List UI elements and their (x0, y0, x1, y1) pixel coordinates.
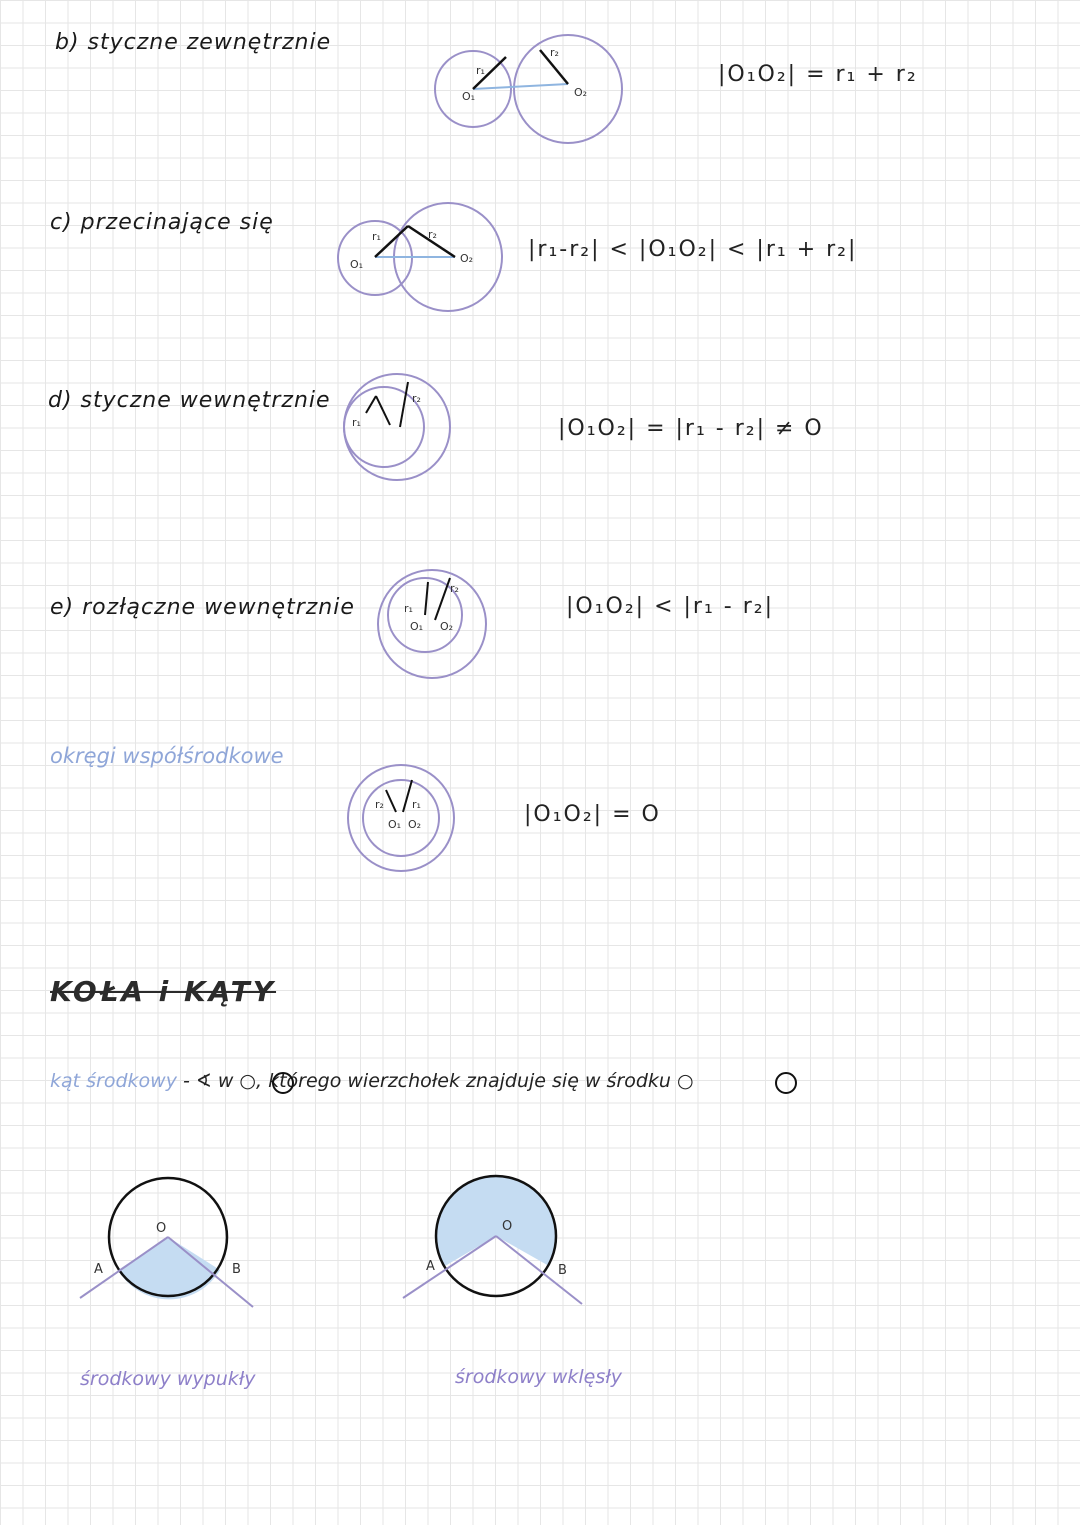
circle-symbol (273, 1073, 293, 1093)
radius-r1 (425, 582, 428, 615)
label-o2: O₂ (460, 252, 474, 265)
label-o1: O₁ (388, 818, 402, 831)
label-r1: r₁ (352, 416, 361, 429)
formula-d: |O₁O₂| = |r₁ - r₂| ≠ O (558, 416, 824, 441)
radius-r1-a (366, 396, 376, 413)
heading-concentric: okręgi współśrodkowe (50, 744, 284, 768)
radius-r2 (400, 382, 408, 427)
label-r1: r₁ (404, 602, 413, 615)
sector-concave (437, 1176, 557, 1266)
figure-externally-tangent (435, 35, 622, 143)
center-line (473, 84, 568, 89)
heading-b: b) styczne zewnętrznie (55, 30, 332, 55)
radius-r1 (403, 780, 412, 812)
figure-concave-central-angle (403, 1176, 582, 1304)
label-o2: O₂ (440, 620, 454, 633)
heading-c: c) przecinające się (50, 210, 274, 235)
label-r1: r₁ (412, 798, 421, 811)
formula-e: |O₁O₂| < |r₁ - r₂| (566, 594, 774, 619)
label-o1: O₁ (462, 90, 476, 103)
definition-term: kąt środkowy (50, 1070, 177, 1092)
label-b: B (232, 1262, 241, 1277)
figure-intersecting (338, 203, 502, 311)
label-o: O (156, 1221, 167, 1236)
struck-title: KOŁA i KĄTY (50, 975, 277, 1008)
radius-r1-b (376, 396, 390, 425)
figure-concentric (348, 765, 454, 871)
label-a: A (94, 1262, 103, 1277)
figure-internally-disjoint (378, 570, 486, 678)
figure-convex-central-angle (80, 1178, 253, 1307)
circle-symbol (776, 1073, 796, 1093)
label-o1: O₁ (350, 258, 364, 271)
formula-c: |r₁-r₂| < |O₁O₂| < |r₁ + r₂| (528, 237, 858, 262)
label-o1: O₁ (410, 620, 424, 633)
figure-internally-tangent (344, 374, 450, 480)
label-r2: r₂ (550, 46, 559, 59)
definition-text: - ∢ w ○, którego wierzchołek znajduje się w środku ○ (183, 1070, 694, 1092)
label-a: A (426, 1259, 435, 1274)
label-r2: r₂ (450, 582, 459, 595)
caption-concave: środkowy wklęsły (455, 1366, 622, 1388)
label-b: B (558, 1263, 567, 1278)
formula-b: |O₁O₂| = r₁ + r₂ (718, 62, 918, 87)
label-r1: r₁ (372, 230, 381, 243)
label-r2: r₂ (412, 392, 421, 405)
label-r2: r₂ (375, 798, 384, 811)
radius-r2 (386, 790, 396, 812)
label-r2: r₂ (428, 228, 437, 241)
label-o2: O₂ (574, 86, 588, 99)
circle-outer (378, 570, 486, 678)
caption-convex: środkowy wypukły (80, 1368, 256, 1390)
label-r1: r₁ (476, 64, 485, 77)
circle-o2 (514, 35, 622, 143)
heading-e: e) rozłączne wewnętrznie (50, 595, 355, 620)
radius-r2 (435, 578, 450, 620)
label-o2: O₂ (408, 818, 422, 831)
heading-d: d) styczne wewnętrznie (48, 388, 331, 413)
label-o: O (502, 1219, 513, 1234)
formula-concentric: |O₁O₂| = O (524, 802, 661, 827)
